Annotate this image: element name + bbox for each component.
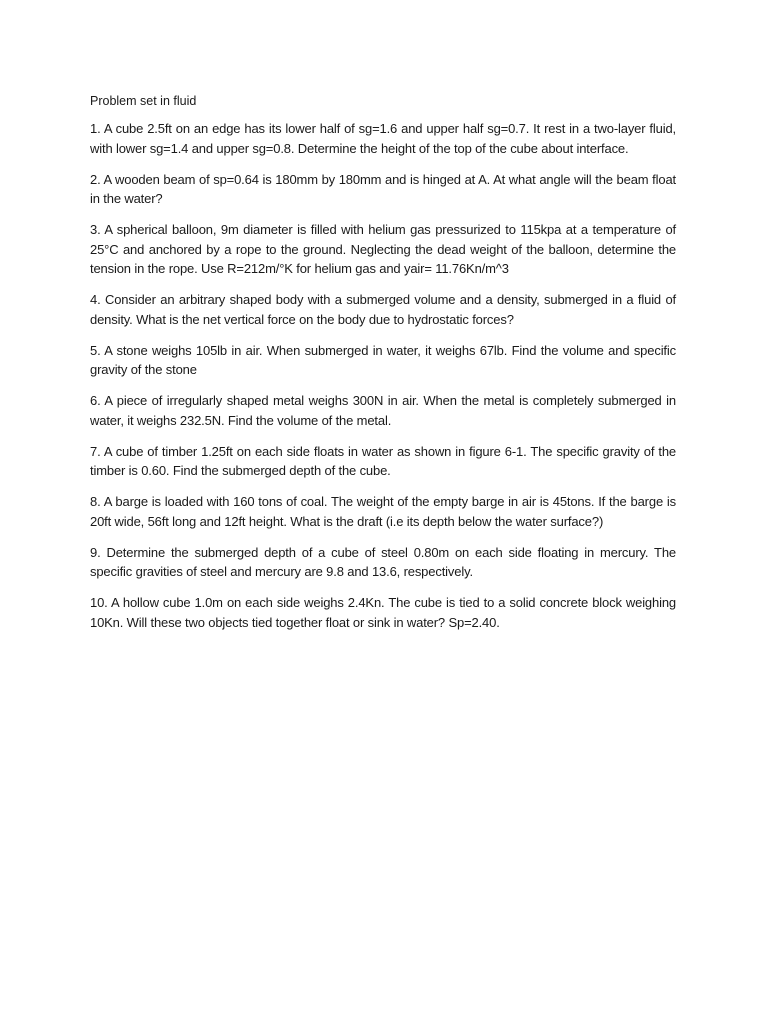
problem-text: A barge is loaded with 160 tons of coal. The weight of the empty barge in air is 45tons. If the barge is 20ft wide, 56ft long and 12ft height. What is the draft (i.e its depth below the water surface?) <box>90 494 676 529</box>
problem-item <box>90 119 676 158</box>
problem-text: Determine the submerged depth of a cube of steel 0.80m on each side floating in mercury. The specific gravities of steel and mercury are 9.8 and 13.6, respectively. <box>90 544 676 579</box>
problem-item <box>90 220 676 279</box>
problem-number: 5. <box>90 342 101 358</box>
problem-text: A piece of irregularly shaped metal weighs 300N in air. When the metal is completely submerged in water, it weighs 232.5N. Find the volume of the metal. <box>90 393 676 428</box>
problem-text: A cube 2.5ft on an edge has its lower half of sg=1.6 and upper half sg=0.7. It rest in a two-layer fluid, with lower sg=1.4 and upper sg=0.8. Determine the height of the top of the cube about interface. <box>90 121 676 156</box>
document-page <box>90 92 676 644</box>
problem-item <box>90 290 676 329</box>
problem-number: 7. <box>90 443 101 459</box>
problem-number: 4. <box>90 292 101 307</box>
problem-text: A hollow cube 1.0m on each side weighs 2.4Kn. The cube is tied to a solid concrete block weighing 10Kn. Will these two objects tied together float or sink in water? Sp=2.40. <box>90 595 676 630</box>
problem-text: A stone weighs 105lb in air. When submerged in water, it weighs 67lb. Find the volume and specific gravity of the stone <box>90 342 676 377</box>
problem-item <box>90 170 676 209</box>
problem-item <box>90 391 676 430</box>
problem-number: 3. <box>90 222 101 237</box>
problem-item <box>90 442 676 481</box>
problem-text: A cube of timber 1.25ft on each side floats in water as shown in figure 6-1. The specific gravity of the timber is 0.60. Find the submerged depth of the cube. <box>90 443 676 478</box>
problem-text: Consider an arbitrary shaped body with a submerged volume and a density, submerged in a fluid of density. What is the net vertical force on the body due to hydrostatic forces? <box>90 292 676 327</box>
problem-item <box>90 543 676 582</box>
problem-number: 8. <box>90 494 101 509</box>
problem-number: 1. <box>90 121 101 136</box>
document-title: Problem set in fluid <box>90 94 197 108</box>
problem-item <box>90 593 676 632</box>
problem-text: A wooden beam of sp=0.64 is 180mm by 180mm and is hinged at A. At what angle will the beam float in the water? <box>90 171 676 206</box>
problem-number: 2. <box>90 171 101 187</box>
problem-item <box>90 492 676 531</box>
problem-number: 10. <box>90 595 108 610</box>
problem-item <box>90 341 676 380</box>
problem-number: 9. <box>90 544 101 560</box>
problem-list <box>90 119 676 632</box>
problem-number: 6. <box>90 393 101 408</box>
problem-text: A spherical balloon, 9m diameter is filled with helium gas pressurized to 115kpa at a temperature of 25°C and anchored by a rope to the ground. Neglecting the dead weight of the balloon, determine the tension in the rope. Use R=212m/°K for helium gas and yair= 11.76Kn/m^3 <box>90 222 677 276</box>
